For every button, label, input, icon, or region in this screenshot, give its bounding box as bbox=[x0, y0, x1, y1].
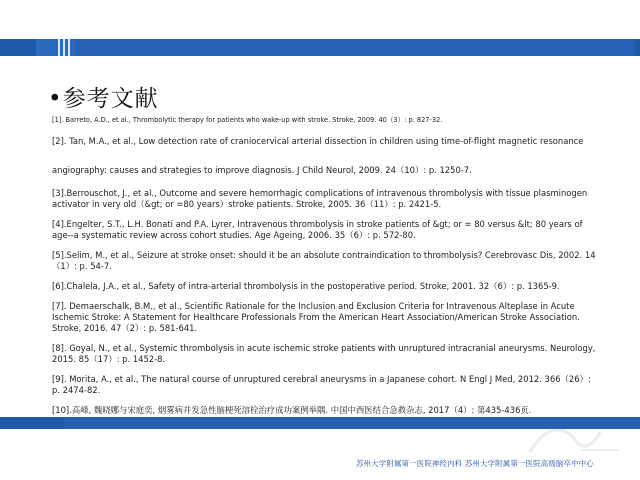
reference-item-2-line-2: angiography: causes and strategies to improve diagnosis. J Child Neurol, 2009. 24（10）: p. 1250-7. bbox=[52, 165, 472, 175]
header-band-left bbox=[0, 39, 36, 56]
reference-item-5: [5].Selim, M., et al., Seizure at stroke onset: should it be an absolute contraindication to thrombolysis? Cerebrovasc Dis, 2002. 14（1）: p. 54-7. bbox=[52, 250, 596, 271]
reference-item-1: [1]. Barreto, A.D., et al., Thrombolytic therapy for patients who wake-up with stroke. Stroke, 2009. 40（3）: p. 827-32. bbox=[52, 116, 443, 124]
header-band-main bbox=[74, 39, 634, 56]
header-band bbox=[0, 39, 640, 56]
reference-item-4: [4].Engelter, S.T., L.H. Bonati and P.A. Lyrer, Intravenous thrombolysis in stroke patients of &gt; or = 80 versus &lt; 80 years of age--a systematic review across cohort studies. Age Ageing, 2006. 35（6）: p. 572-80. bbox=[52, 219, 583, 240]
header-stripe bbox=[68, 39, 70, 56]
reference-item-2-line-1: [2]. Tan, M.A., et al., Low detection rate of craniocervical arterial dissection in children using time-of-flight magnetic resonance bbox=[52, 136, 584, 146]
reference-item-8: [8]. Goyal, N., et al., Systemic thrombolysis in acute ischemic stroke patients with unruptured intracranial aneurysms. Neurology, 2015. 85（17）: p. 1452-8. bbox=[52, 343, 596, 364]
header-band-right bbox=[634, 39, 640, 56]
header-stripe bbox=[58, 39, 60, 56]
slide-title: •参考文献 bbox=[48, 86, 159, 112]
watermark-logo-icon bbox=[520, 420, 630, 460]
reference-item-3: [3].Berrouschot, J., et al., Outcome and severe hemorrhagic complications of intravenous thrombolysis with tissue plasminogen activator in very old（&gt; or =80 years）stroke patients. Stroke, 2005. 36（11）: p. 2421-5. bbox=[52, 188, 588, 209]
footer-text: 苏州大学附属第一医院神经内科 苏州大学附属第一医院高级脑卒中中心 bbox=[356, 459, 594, 468]
reference-item-7: [7]. Demaerschalk, B.M., et al., Scientific Rationale for the Inclusion and Exclusion Criteria for Intravenous Alteplase in Acute Ischemic Stroke: A Statement for Healthcare Professionals From the American Heart Association/American Stroke Association. Stroke, 2016. 47（2）: p. 581-641. bbox=[52, 301, 580, 333]
reference-list bbox=[52, 115, 597, 416]
reference-item-10: [10].高峰, 魏晓娜与宋庭奕, 烟雾病并发急性脑梗死溶栓治疗成功案例举隅. 中国中西医结合急救杂志, 2017（4）: 第435-436页. bbox=[52, 405, 532, 415]
header-stripe bbox=[63, 39, 65, 56]
reference-item-9: [9]. Morita, A., et al., The natural course of unruptured cerebral aneurysms in a Japanese cohort. N Engl J Med, 2012. 366（26）: p. 2474-82. bbox=[52, 374, 591, 395]
footer-band-dark bbox=[0, 417, 64, 429]
reference-item-6: [6].Chalela, J.A., et al., Safety of intra-arterial thrombolysis in the postoperative period. Stroke, 2001. 32（6）: p. 1365-9. bbox=[52, 281, 560, 291]
